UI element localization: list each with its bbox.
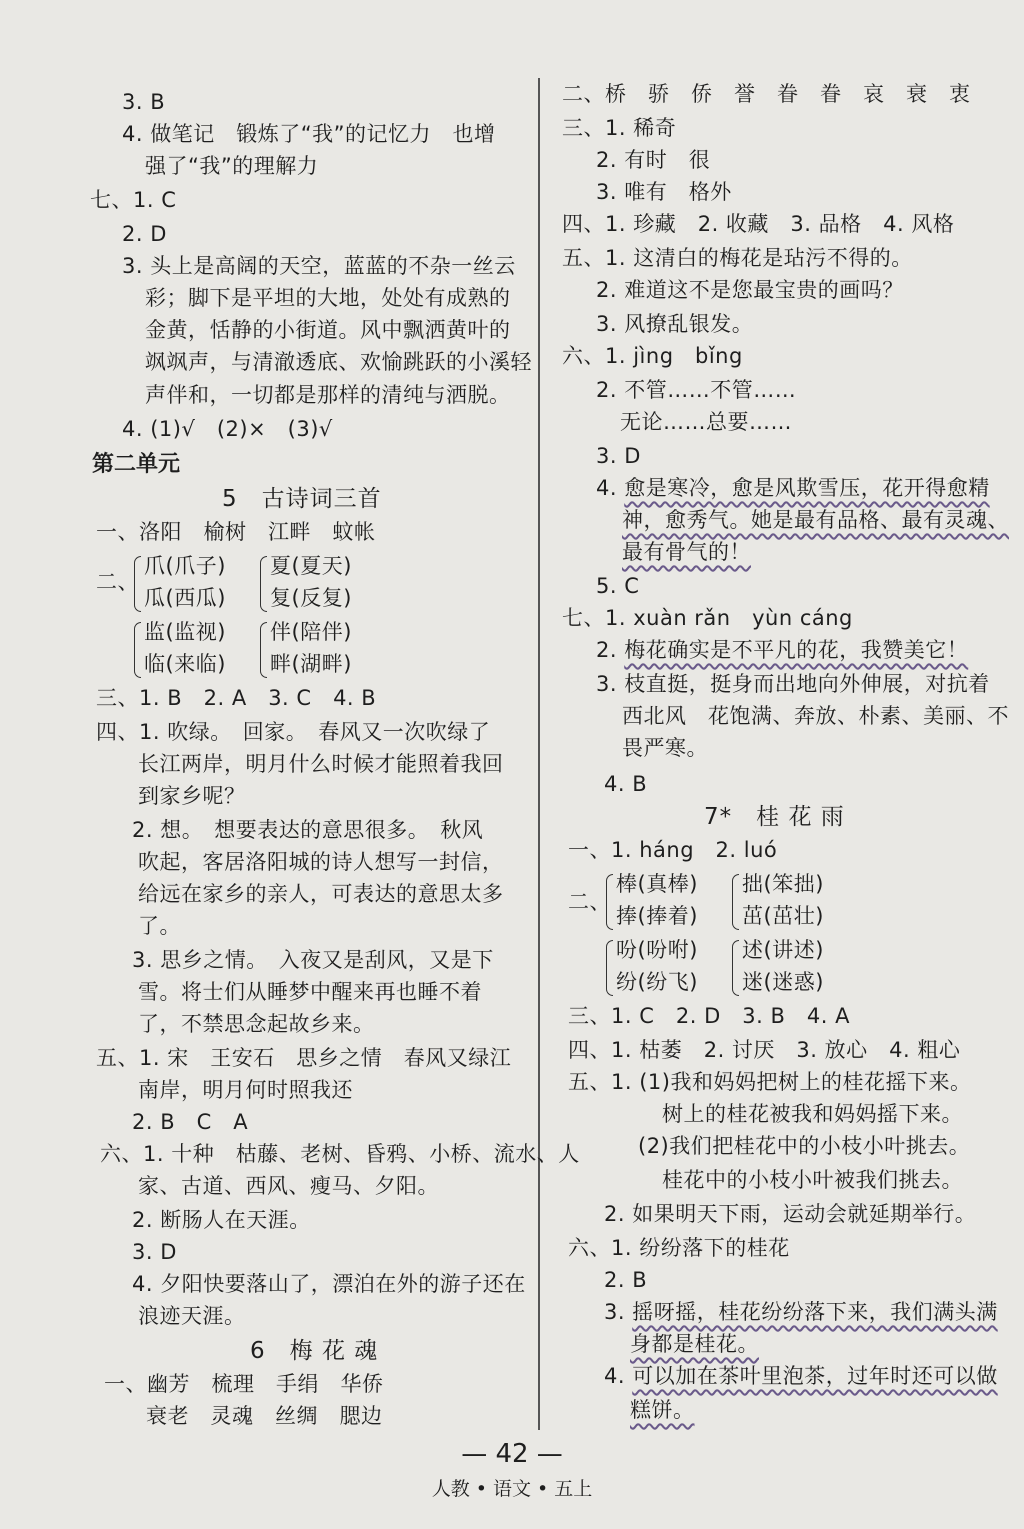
section-label: 二、 — [96, 570, 139, 594]
answer-line: 金黄，恬静的小街道。风中飘洒黄叶的 — [145, 318, 511, 342]
answer-line: 七、1. xuàn rǎn yùn cáng — [562, 606, 853, 630]
answer-line: 四、1. 吹绿。 回家。 春风又一次吹绿了 — [96, 720, 491, 744]
answer-line: 3. 唯有 格外 — [596, 180, 732, 204]
underlined-answer: 可以加在茶叶里泡茶，过年时还可以做 — [632, 1364, 998, 1388]
word-pair: 复(反复) — [270, 586, 352, 610]
answer-line: 2. 断肠人在天涯。 — [132, 1208, 311, 1232]
answer-line: 2. B C A — [132, 1110, 249, 1134]
word-pair: 爪(爪子) — [144, 554, 226, 578]
answer-line: 一、洛阳 榆树 江畔 蚊帐 — [96, 520, 376, 544]
underlined-answer: 愈是寒冷，愈是风欺雪压，花开得愈精 — [624, 476, 990, 500]
answer-line: 五、1. (1)我和妈妈把树上的桂花摇下来。 — [568, 1070, 972, 1094]
answer-line: 桂花中的小枝小叶被我们挑去。 — [662, 1168, 963, 1192]
lesson-title: 5 古诗词三首 — [222, 486, 382, 512]
word-pair: 临(来临) — [144, 652, 226, 676]
answer-line: 3. D — [132, 1240, 177, 1264]
answer-line: 西北风 花饱满、奔放、朴素、美丽、不 — [622, 704, 1009, 728]
lesson-title: 6 梅 花 魂 — [250, 1338, 379, 1364]
answer-line: 衰老 灵魂 丝绸 腮边 — [146, 1404, 383, 1428]
answer-line: 4. (1)√ (2)× (3)√ — [122, 417, 333, 441]
answer-line: 了，不禁思念起故乡来。 — [138, 1012, 375, 1036]
answer-line: 二、桥 骄 侨 誉 眷 眷 哀 衰 衷 — [562, 82, 971, 106]
answer-line: 给远在家乡的亲人，可表达的意思太多 — [138, 882, 504, 906]
answer-line: 4. B — [604, 772, 648, 796]
word-pair: 纷(纷飞) — [616, 970, 698, 994]
brace — [260, 556, 267, 612]
answer-line: 5. C — [596, 574, 640, 598]
word-pair: 茁(茁壮) — [742, 904, 824, 928]
answer-line: 彩；脚下是平坦的大地，处处有成熟的 — [145, 286, 511, 310]
brace — [606, 874, 613, 930]
answer-line — [604, 1362, 998, 1390]
answer-line: 3. B — [122, 90, 166, 114]
answer-line: 六、1. 十种 枯藤、老树、昏鸦、小桥、流水、人 — [100, 1142, 580, 1166]
answer-line: 2. B — [604, 1268, 648, 1292]
brace — [260, 622, 267, 678]
word-pair: 瓜(西瓜) — [144, 586, 226, 610]
underlined-answer: 摇呀摇，桂花纷纷落下来，我们满头满 — [632, 1300, 998, 1324]
brace — [134, 622, 141, 678]
column-divider — [538, 78, 540, 1430]
answer-line: 家、古道、西风、瘦马、夕阳。 — [138, 1174, 439, 1198]
answer-line — [596, 636, 968, 664]
answer-line: 到家乡呢？ — [138, 784, 246, 808]
answer-line: 了。 — [138, 914, 181, 938]
unit-heading: 第二单元 — [92, 452, 181, 477]
answer-line: 畏严寒。 — [622, 736, 708, 760]
answer-line: 3. 枝直挺，挺身而出地向外伸展，对抗着 — [596, 672, 990, 696]
underlined-answer: 糕饼。 — [630, 1398, 695, 1422]
answer-line: 2. 有时 很 — [596, 148, 711, 172]
answer-line: 六、1. 纷纷落下的桂花 — [568, 1236, 790, 1260]
answer-line: 一、幽芳 梳理 手绢 华侨 — [104, 1372, 384, 1396]
answer-line: 飒飒声，与清澈透底、欢愉跳跃的小溪轻 — [145, 350, 532, 374]
section-label: 二、 — [568, 890, 611, 914]
word-pair: 棒(真棒) — [616, 872, 698, 896]
book-subtitle: 人教 • 语文 • 五上 — [431, 1478, 593, 1500]
answer-line: 雪。将士们从睡梦中醒来再也睡不着 — [138, 980, 482, 1004]
item-number: 4. — [596, 476, 625, 500]
word-pair: 拙(笨拙) — [742, 872, 824, 896]
item-number: 3. — [604, 1300, 633, 1324]
answer-line: 一、1. háng 2. luó — [568, 838, 778, 862]
answer-line: 吹起，客居洛阳城的诗人想写一封信， — [138, 850, 504, 874]
answer-line: 3. 头上是高阔的天空，蓝蓝的不杂一丝云 — [122, 254, 516, 278]
answer-line: 南岸，明月何时照我还 — [138, 1078, 353, 1102]
answer-line: 2. D — [122, 222, 167, 246]
word-pair: 迷(迷惑) — [742, 970, 824, 994]
item-number: 4. — [604, 1364, 633, 1388]
item-number: 2. — [596, 638, 625, 662]
answer-line — [604, 1298, 998, 1326]
underlined-answer: 梅花确实是不平凡的花，我赞美它！ — [624, 638, 969, 662]
answer-line: 长江两岸，明月什么时候才能照着我回 — [138, 752, 504, 776]
answer-line: 树上的桂花被我和妈妈摇下来。 — [662, 1102, 963, 1126]
answer-line: 3. D — [596, 444, 641, 468]
answer-line: 2. 难道这不是您最宝贵的画吗？ — [596, 278, 904, 302]
answer-line: 三、1. B 2. A 3. C 4. B — [96, 686, 377, 710]
answer-line: 3. 风撩乱银发。 — [596, 312, 754, 336]
answer-line: 四、1. 珍藏 2. 收藏 3. 品格 4. 风格 — [562, 212, 955, 236]
underlined-answer: 最有骨气的！ — [622, 540, 751, 564]
brace — [732, 874, 739, 930]
answer-line: 2. 如果明天下雨，运动会就延期举行。 — [604, 1202, 977, 1226]
answer-line: 4. 做笔记 锻炼了“我”的记忆力 也增 — [122, 122, 496, 146]
word-pair: 伴(陪伴) — [270, 620, 352, 644]
answer-line: 七、1. C — [90, 188, 177, 212]
answer-line: 五、1. 宋 王安石 思乡之情 春风又绿江 — [96, 1046, 512, 1070]
word-pair: 监(监视) — [144, 620, 226, 644]
answer-line: 四、1. 枯萎 2. 讨厌 3. 放心 4. 粗心 — [568, 1038, 961, 1062]
underlined-answer: 神，愈秀气。她是最有品格、最有灵魂、 — [622, 508, 1009, 532]
brace — [134, 556, 141, 612]
word-pair: 吩(吩咐) — [616, 938, 698, 962]
word-pair: 畔(湖畔) — [270, 652, 352, 676]
brace — [732, 940, 739, 996]
answer-line — [596, 474, 990, 502]
answer-line: 声伴和，一切都是那样的清纯与洒脱。 — [145, 383, 511, 407]
answer-line: 六、1. jìng bǐng — [562, 344, 743, 368]
word-pair: 夏(夏天) — [270, 554, 352, 578]
answer-line: 无论……总要…… — [620, 410, 792, 434]
word-pair: 捧(捧着) — [616, 904, 698, 928]
answer-line: 三、1. 稀奇 — [562, 116, 677, 140]
answer-line: 3. 思乡之情。 入夜又是刮风，又是下 — [132, 948, 494, 972]
page-number: — 42 — — [461, 1439, 563, 1469]
answer-line: 4. 夕阳快要落山了，漂泊在外的游子还在 — [132, 1272, 526, 1296]
answer-line: 强了“我”的理解力 — [145, 154, 319, 178]
answer-line: 三、1. C 2. D 3. B 4. A — [568, 1004, 850, 1028]
answer-line: 五、1. 这清白的梅花是玷污不得的。 — [562, 246, 913, 270]
answer-line: 浪迹天涯。 — [138, 1304, 246, 1328]
answer-line: 2. 想。 想要表达的意思很多。 秋风 — [132, 818, 484, 842]
answer-line: (2)我们把桂花中的小枝小叶挑去。 — [638, 1134, 971, 1158]
brace — [606, 940, 613, 996]
underlined-answer: 身都是桂花。 — [630, 1332, 759, 1356]
word-pair: 述(讲述) — [742, 938, 824, 962]
lesson-title: 7* 桂 花 雨 — [704, 804, 845, 830]
answer-line: 2. 不管……不管…… — [596, 378, 797, 402]
